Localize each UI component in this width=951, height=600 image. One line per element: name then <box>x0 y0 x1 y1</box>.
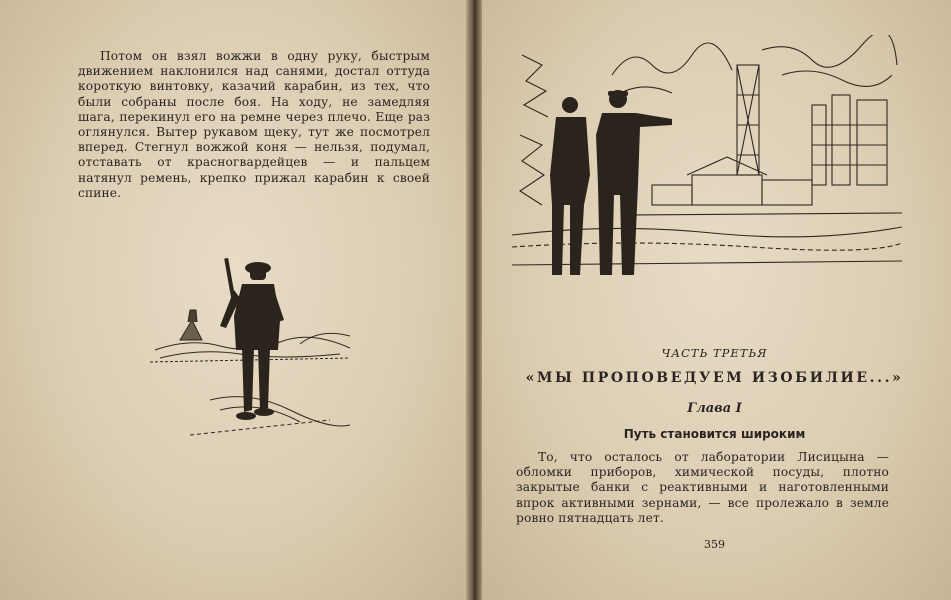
part-title: «МЫ ПРОПОВЕДУЕМ ИЗОБИЛИЕ...» <box>525 370 904 386</box>
book-gutter <box>466 0 482 600</box>
right-page-paragraph: То, что осталось от лаборатории Лисицына — обломки приборов, химической посуды, плотно закрытые банки с реактивными и наготовленными впрок активными зернами, — все пролежало в земле ровно пятнадцать лет. <box>516 450 889 525</box>
left-page-paragraph: Потом он взял вожжи в одну руку, быстрым движением наклонился над санями, достал оттуда короткую винтовку, казачий карабин, из тех, что были собраны после боя. На ходу, не замедляя шага, перекинул его на ремне через плечо. Еще раз оглянулся. Вытер рукавом щеку, тут же посмотрел вперед. Стегнул вожжой коня — нельзя, подумал, отставать от красногвардейцев — и пальцем натянул ремень, крепко прижал карабин к своей спине. <box>78 49 430 200</box>
page-number: 359 <box>704 538 725 551</box>
chapter-label: Глава I <box>687 401 742 416</box>
man-with-rifle-illustration <box>150 250 355 440</box>
chapter-title: Путь становится широким <box>623 427 806 441</box>
factory-workers-illustration <box>512 35 902 285</box>
part-label: ЧАСТЬ ТРЕТЬЯ <box>661 346 768 360</box>
